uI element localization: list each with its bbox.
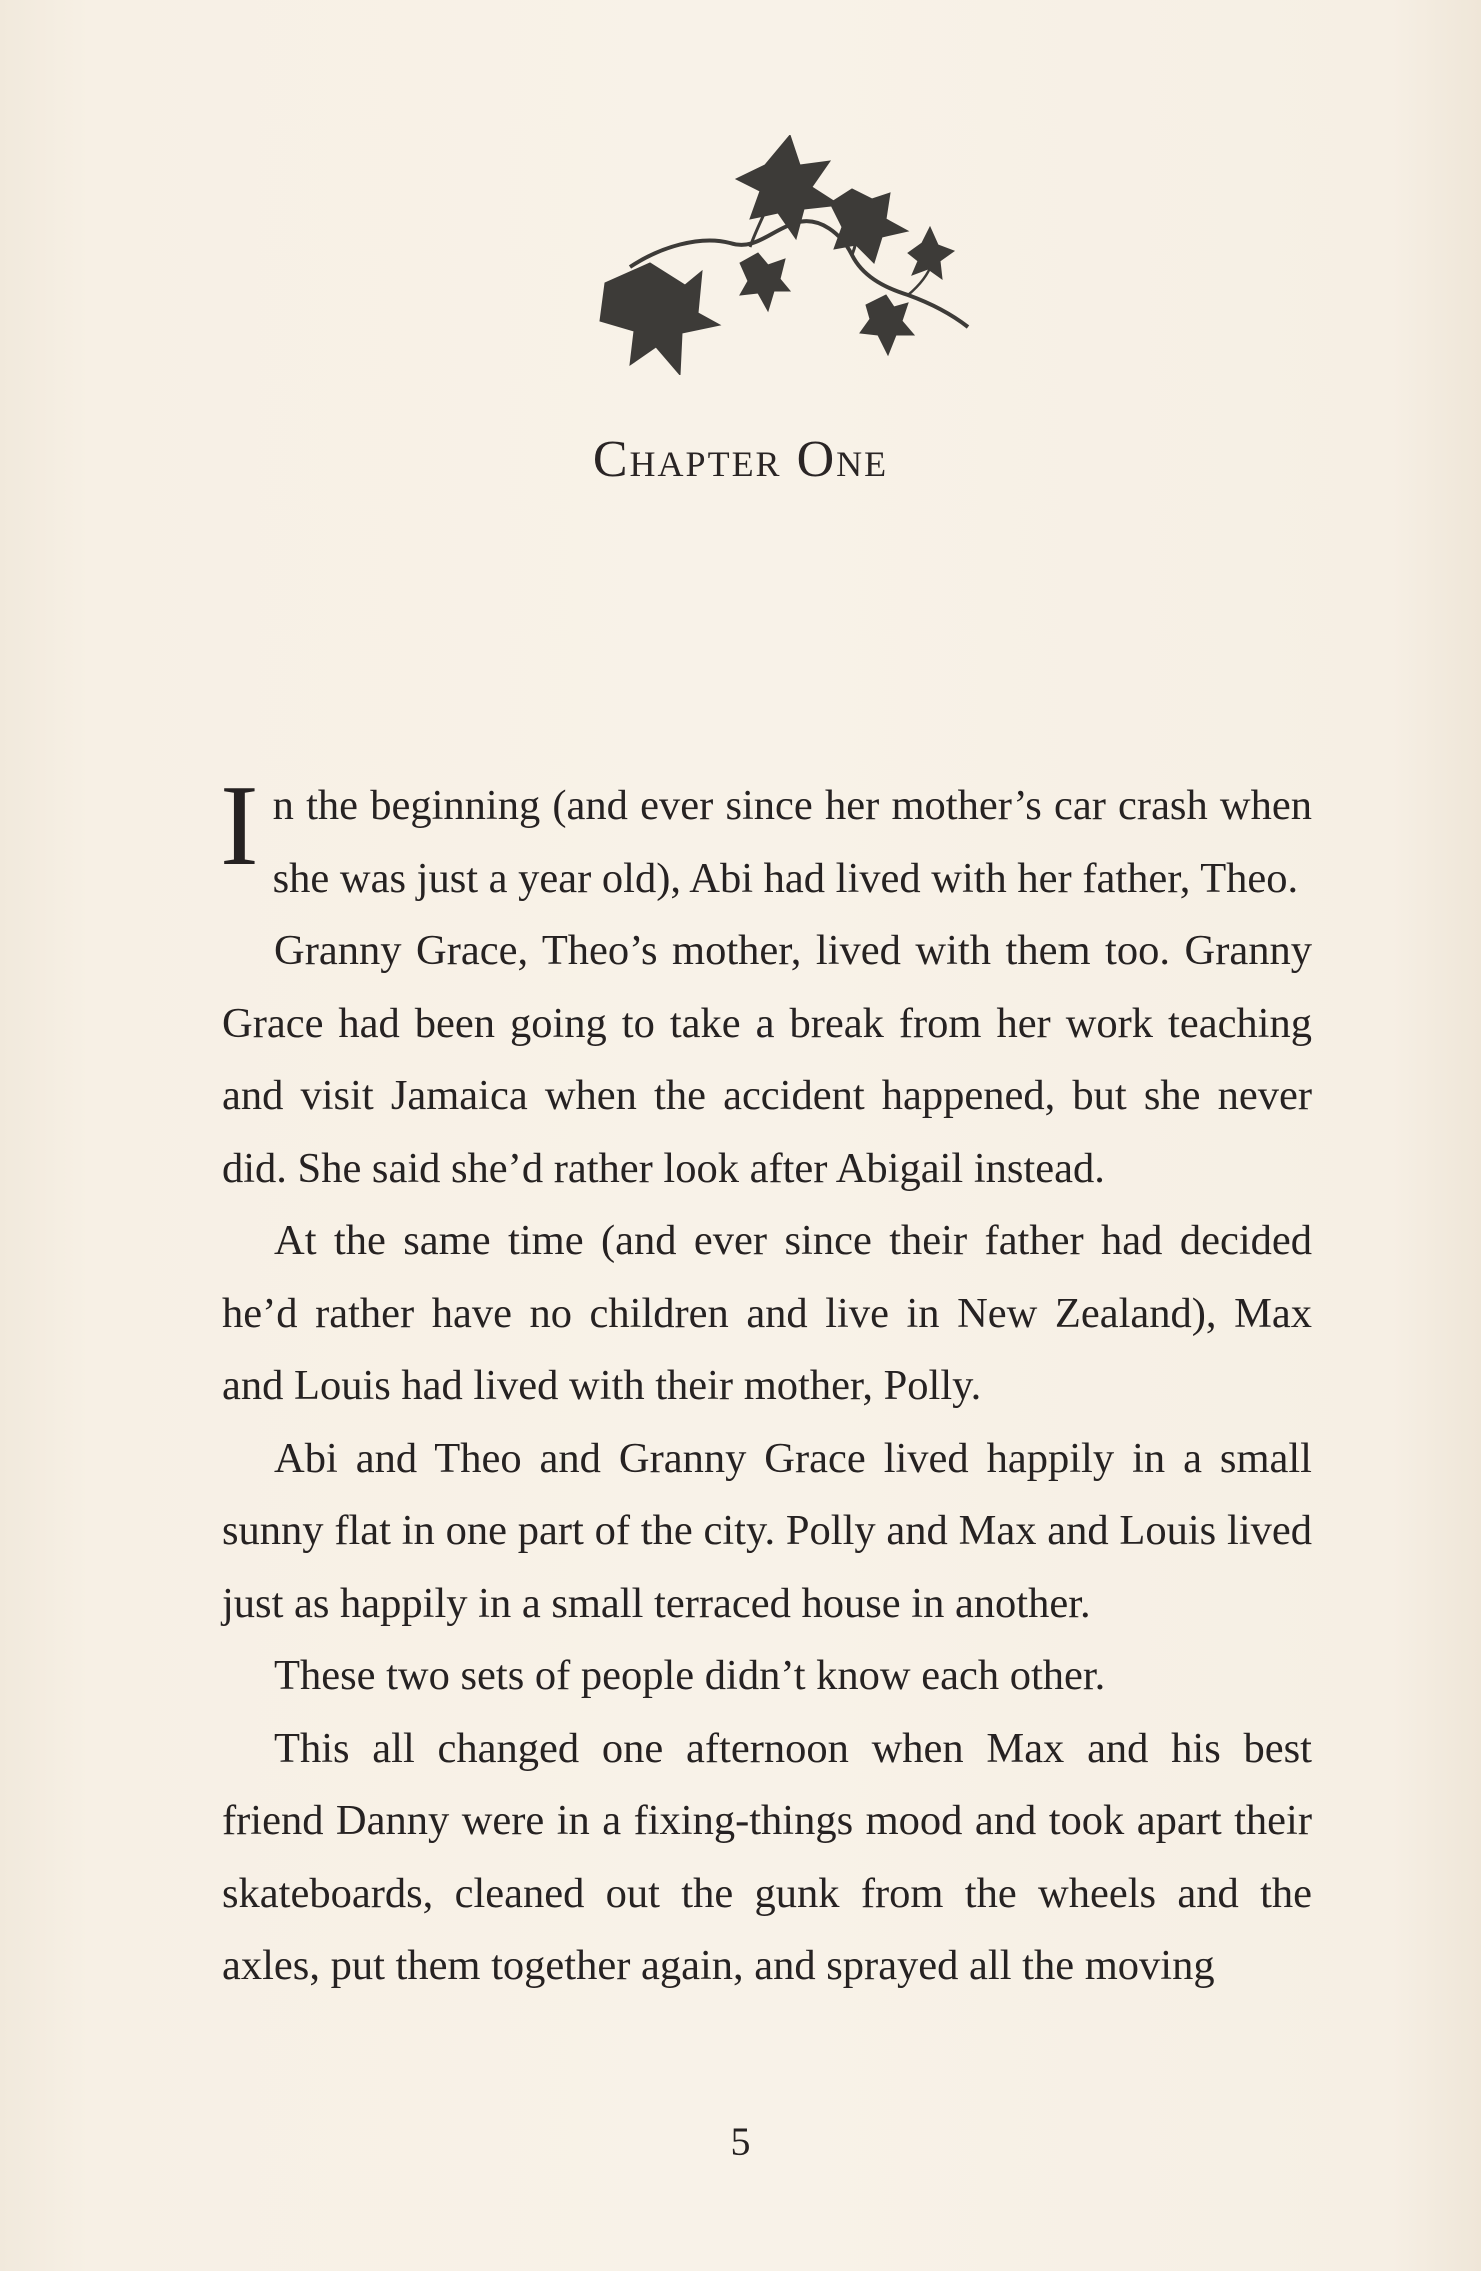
paragraph: At the same time (and ever since their father had decided he’d rather have no children and live in New Zealand), Max and Louis had lived with their mother, Polly. — [222, 1217, 1312, 1409]
paragraph: Abi and Theo and Granny Grace lived happily in a small sunny flat in one part of the city. Polly and Max and Louis lived just as happily in a small terraced house in another. — [222, 1434, 1312, 1627]
paragraph: This all changed one afternoon when Max and his best friend Danny were in a fixing-things mood and took apart their skateboards, cleaned out the gunk from the wheels and the axles, put them together again, and sprayed all the moving — [222, 1724, 1312, 1989]
paragraph: These two sets of people didn’t know each other. — [274, 1652, 1106, 1699]
ivy-vine-icon — [590, 135, 970, 375]
paragraph-text: n the beginning (and ever since her mother’s car crash when she was just a year old), Abi had lived with her father, Theo. — [272, 782, 1312, 902]
chapter-title: Chapter One — [592, 431, 889, 488]
drop-cap: I — [220, 762, 259, 890]
paragraph — [220, 762, 1312, 915]
paragraph: Granny Grace, Theo’s mother, lived with them too. Granny Grace had been going to take a break from her work teaching and visit Jamaica when the accident happened, but she never did. She said she’d rather look after Abigail instead. — [222, 927, 1312, 1192]
page-number: 5 — [730, 2119, 751, 2164]
chapter-body — [220, 762, 1312, 2003]
